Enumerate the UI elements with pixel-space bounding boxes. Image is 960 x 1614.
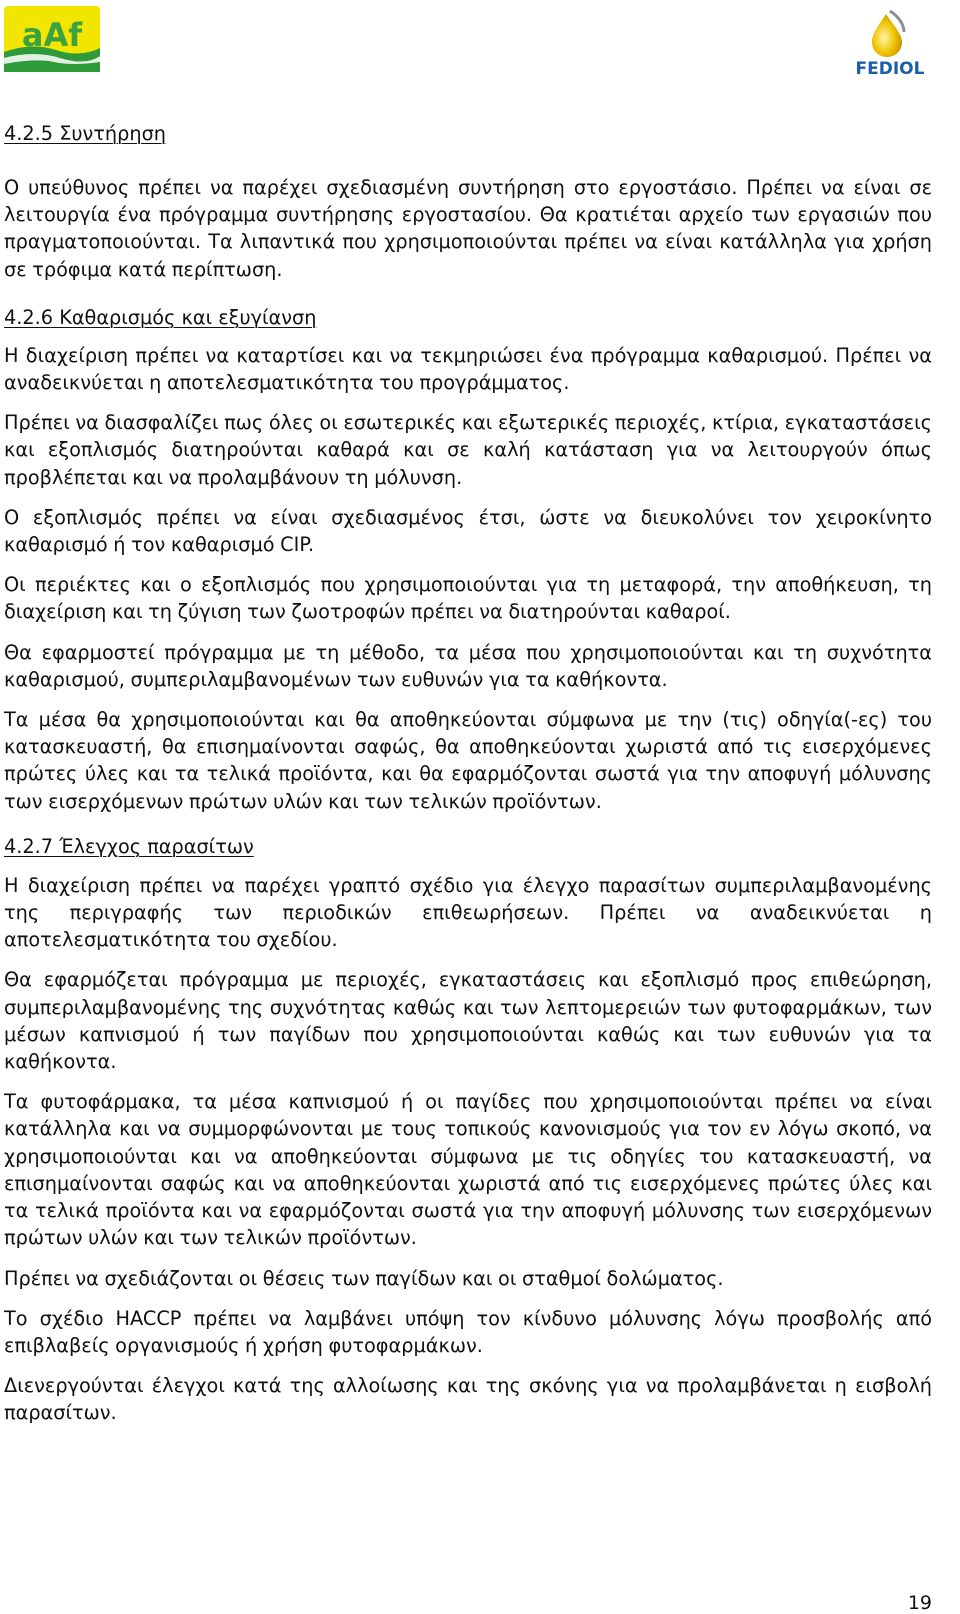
aaf-logo <box>4 6 100 72</box>
paragraph: Θα εφαρμόζεται πρόγραμμα με περιοχές, εγκαταστάσεις και εξοπλισμό προς επιθεώρηση, συμπεριλαμβανομένης της συχνότητας καθώς και των λεπτομερειών των φυτοφαρμάκων, των μέσων καπνισμού ή των παγίδων που χρησιμοποιούνται καθώς και των ευθυνών για τα καθήκοντα. <box>4 968 932 1074</box>
aaf-logo-graphic <box>4 6 100 72</box>
paragraph: Η διαχείριση πρέπει να παρέχει γραπτό σχέδιο για έλεγχο παρασίτων συμπεριλαμβανομένης της περιγραφής των περιοδικών επιθεωρήσεων. Πρέπει να αναδεικνύεται η αποτελεσματικότητα του σχεδίου. <box>4 873 932 952</box>
section-heading-pest-control: 4.2.7 Έλεγχος παρασίτων <box>4 834 254 858</box>
svg-text:FEDIOL: FEDIOL <box>855 59 925 76</box>
section-heading-cleaning: 4.2.6 Καθαρισμός και εξυγίανση <box>4 305 317 329</box>
main-content <box>4 120 932 1427</box>
paragraph: Πρέπει να σχεδιάζονται οι θέσεις των παγίδων και οι σταθμοί δολώματος. <box>4 1266 724 1290</box>
svg-text:aAf: aAf <box>21 16 83 54</box>
section-heading-maintenance: 4.2.5 Συντήρηση <box>4 122 167 145</box>
paragraph: Οι περιέκτες και ο εξοπλισμός που χρησιμοποιούνται για τη μεταφορά, την αποθήκευση, τη διαχείριση και τη ζύγιση των ζωοτροφών πρέπει να διατηρούνται καθαροί. <box>4 573 932 624</box>
paragraph: Τα μέσα θα χρησιμοποιούνται και θα αποθηκεύονται σύμφωνα με την (τις) οδηγία(-ες) του κατασκευαστή, θα επισημαίνονται σαφώς, θα αποθηκεύονται χωριστά από τις εισερχόμενες πρώτες ύλες και τα τελικά προϊόντα, και θα εφαρμόζονται σωστά για την αποφυγή μόλυνσης των εισερχόμενων πρώτων υλών και των τελικών προϊόντων. <box>4 708 932 813</box>
paragraph: Ο εξοπλισμός πρέπει να είναι σχεδιασμένος έτσι, ώστε να διευκολύνει τον χειροκίνητο καθαρισμό ή τον καθαρισμό CIP. <box>4 505 932 557</box>
paragraph: Τα φυτοφάρμακα, τα μέσα καπνισμού ή οι παγίδες που χρησιμοποιούνται πρέπει να είναι κατάλληλα και να συμμορφώνονται με τους τοπικούς κανονισμούς για τον εν λόγω σκοπό, να χρησιμοποιούνται και να αποθηκεύονται σύμφωνα με τις οδηγίες του κατασκευαστή, να επισημαίνονται σαφώς και να αποθηκεύονται χωριστά από τις εισερχόμενες πρώτες ύλες και τα τελικά προϊόντα και να εφαρμόζονται σωστά για την αποφυγή μόλυνσης των εισερχόμενων πρώτων υλών και των τελικών προϊόντων. <box>4 1090 932 1250</box>
paragraph: Το σχέδιο HACCP πρέπει να λαμβάνει υπόψη τον κίνδυνο μόλυνσης λόγω προσβολής από επιβλαβείς οργανισμούς ή χρήση φυτοφαρμάκων. <box>4 1306 932 1357</box>
fediol-logo-graphic <box>852 8 932 76</box>
paragraph: Διενεργούνται έλεγχοι κατά της αλλοίωσης και της σκόνης για να προλαμβάνεται η εισβολή παρασίτων. <box>4 1374 932 1425</box>
paragraph: Η διαχείριση πρέπει να καταρτίσει και να τεκμηριώσει ένα πρόγραμμα καθαρισμού. Πρέπει να αναδεικνύεται η αποτελεσματικότητα του προγράμματος. <box>4 343 932 395</box>
paragraph: Πρέπει να διασφαλίζει πως όλες οι εσωτερικές και εξωτερικές περιοχές, κτίρια, εγκαταστάσεις και εξοπλισμός διατηρούνται καθαρά και σε καλή κατάσταση για να λειτουργούν όπως προβλέπεται και να προλαμβάνουν τη μόλυνση. <box>4 411 932 489</box>
page-number: 19 <box>907 1592 932 1614</box>
fediol-logo <box>852 8 932 76</box>
paragraph: Ο υπεύθυνος πρέπει να παρέχει σχεδιασμένη συντήρηση στο εργοστάσιο. Πρέπει να είναι σε λειτουργία ένα πρόγραμμα συντήρησης εργοστασίου. Θα κρατιέται αρχείο των εργασιών που πραγματοποιούνται. Τα λιπαντικά που χρησιμοποιούνται πρέπει να είναι κατάλληλα για χρήση σε τρόφιμα κατά περίπτωση. <box>4 176 932 281</box>
paragraph: Θα εφαρμοστεί πρόγραμμα με τη μέθοδο, τα μέσα που χρησιμοποιούνται και τη συχνότητα καθαρισμού, συμπεριλαμβανομένων των ευθυνών για τα καθήκοντα. <box>4 640 932 691</box>
